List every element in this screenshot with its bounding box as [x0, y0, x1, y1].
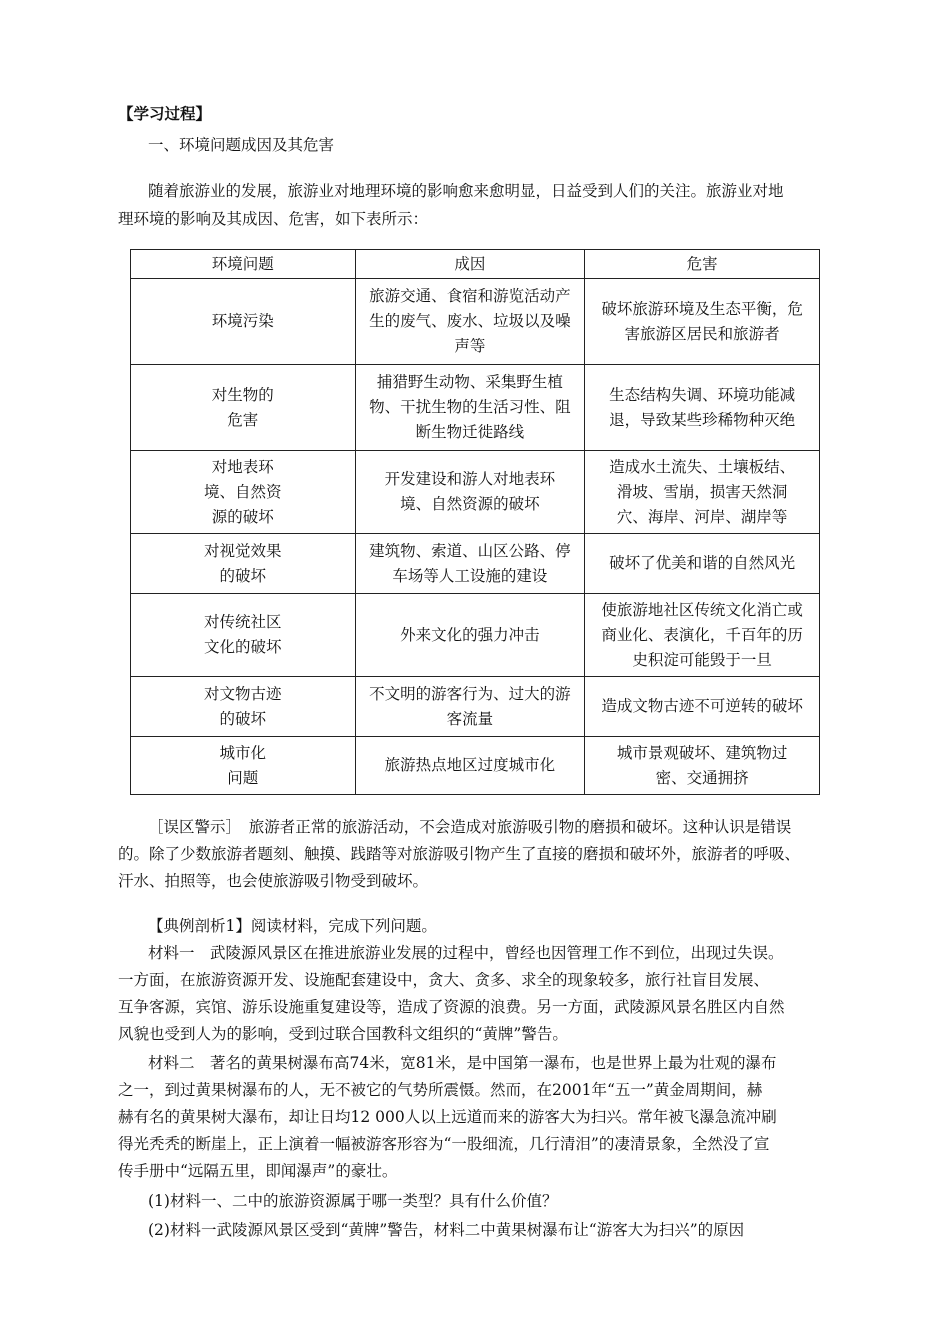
- table-header-row: [131, 250, 820, 279]
- table-row: [131, 594, 820, 677]
- cell-harm: 生态结构失调、环境功能减退，导致某些珍稀物种灭绝: [585, 365, 820, 451]
- cell-harm: 城市景观破坏、建筑物过密、交通拥挤: [585, 737, 820, 795]
- warning-line-2: 的。除了少数旅游者题刻、触摸、践踏等对旅游吸引物产生了直接的磨损和破坏外，旅游者的呼吸、: [118, 845, 801, 863]
- question-2: (2)材料一武陵源风景区受到“黄牌”警告，材料二中黄果树瀑布让“游客大为扫兴”的原因: [148, 1221, 745, 1239]
- learning-process-heading: 【学习过程】: [118, 105, 212, 123]
- cell-cause: 外来文化的强力冲击: [355, 594, 585, 677]
- header-harm: 危害: [585, 250, 820, 279]
- material2-line-2: 之一，到过黄果树瀑布的人，无不被它的气势所震慑。然而，在2001年“五一”黄金周期间，赫: [118, 1081, 763, 1099]
- table-row: [131, 279, 820, 365]
- header-problem: 环境问题: [131, 250, 356, 279]
- material1-line-3: 互争客源，宾馆、游乐设施重复建设等，造成了资源的浪费。另一方面，武陵源风景名胜区内自然: [118, 998, 785, 1016]
- table-row: [131, 451, 820, 534]
- material2-line-3: 赫有名的黄果树大瀑布，却让日均12 000人以上远道而来的游客大为扫兴。常年被飞瀑急流冲刷: [118, 1108, 777, 1126]
- cell-cause: 捕猎野生动物、采集野生植物、干扰生物的生活习性、阻断生物迁徙路线: [355, 365, 585, 451]
- cell-problem: 对地表环境、自然资源的破坏: [131, 451, 356, 534]
- material1-line-1: 材料一 武陵源风景区在推进旅游业发展的过程中，曾经也因管理工作不到位，出现过失误。: [148, 944, 784, 962]
- cell-problem: 环境污染: [131, 279, 356, 365]
- warning-line-1: ［误区警示］ 旅游者正常的旅游活动，不会造成对旅游吸引物的磨损和破坏。这种认识是错误: [148, 818, 792, 836]
- material1-line-2: 一方面，在旅游资源开发、设施配套建设中，贪大、贪多、求全的现象较多，旅行社盲目发展、: [118, 971, 770, 989]
- table-row: [131, 737, 820, 795]
- cell-harm: 使旅游地社区传统文化消亡或商业化、表演化，千百年的历史积淀可能毁于一旦: [585, 594, 820, 677]
- intro-line-1: 随着旅游业的发展，旅游业对地理环境的影响愈来愈明显，日益受到人们的关注。旅游业对地: [148, 182, 784, 200]
- cell-problem: 对文物古迹的破坏: [131, 677, 356, 737]
- cell-harm: 破坏旅游环境及生态平衡，危害旅游区居民和旅游者: [585, 279, 820, 365]
- cell-problem: 城市化问题: [131, 737, 356, 795]
- cell-harm: 破坏了优美和谐的自然风光: [585, 534, 820, 594]
- material2-line-4: 得光秃秃的断崖上，正上演着一幅被游客形容为“一股细流，几行清泪”的凄清景象，全然没了宣: [118, 1135, 770, 1153]
- table-row: [131, 534, 820, 594]
- cell-problem: 对生物的危害: [131, 365, 356, 451]
- cell-cause: 不文明的游客行为、过大的游客流量: [355, 677, 585, 737]
- material1-line-4: 风貌也受到人为的影响，受到过联合国教科文组织的“黄牌”警告。: [118, 1025, 568, 1043]
- warning-line-3: 汗水、拍照等，也会使旅游吸引物受到破坏。: [118, 872, 429, 890]
- material2-line-1: 材料二 著名的黄果树瀑布高74米，宽81米，是中国第一瀑布，也是世界上最为壮观的瀑布: [148, 1054, 777, 1072]
- environment-impact-table: [130, 249, 820, 795]
- cell-problem: 对传统社区文化的破坏: [131, 594, 356, 677]
- question-1: (1)材料一、二中的旅游资源属于哪一类型？具有什么价值？: [148, 1192, 558, 1210]
- cell-harm: 造成文物古迹不可逆转的破坏: [585, 677, 820, 737]
- header-cause: 成因: [355, 250, 585, 279]
- cell-harm: 造成水土流失、土壤板结、滑坡、雪崩，损害天然洞穴、海岸、河岸、湖岸等: [585, 451, 820, 534]
- cell-problem: 对视觉效果的破坏: [131, 534, 356, 594]
- cell-cause: 开发建设和游人对地表环境、自然资源的破坏: [355, 451, 585, 534]
- cell-cause: 建筑物、索道、山区公路、停车场等人工设施的建设: [355, 534, 585, 594]
- table-row: [131, 365, 820, 451]
- cell-cause: 旅游交通、食宿和游览活动产生的废气、废水、垃圾以及噪声等: [355, 279, 585, 365]
- example-title: 【典例剖析1】阅读材料，完成下列问题。: [148, 917, 437, 935]
- cell-cause: 旅游热点地区过度城市化: [355, 737, 585, 795]
- section-title: 一、环境问题成因及其危害: [148, 136, 335, 154]
- material2-line-5: 传手册中“远隔五里，即闻瀑声”的豪壮。: [118, 1162, 398, 1180]
- table-row: [131, 677, 820, 737]
- intro-line-2: 理环境的影响及其成因、危害，如下表所示：: [118, 210, 429, 228]
